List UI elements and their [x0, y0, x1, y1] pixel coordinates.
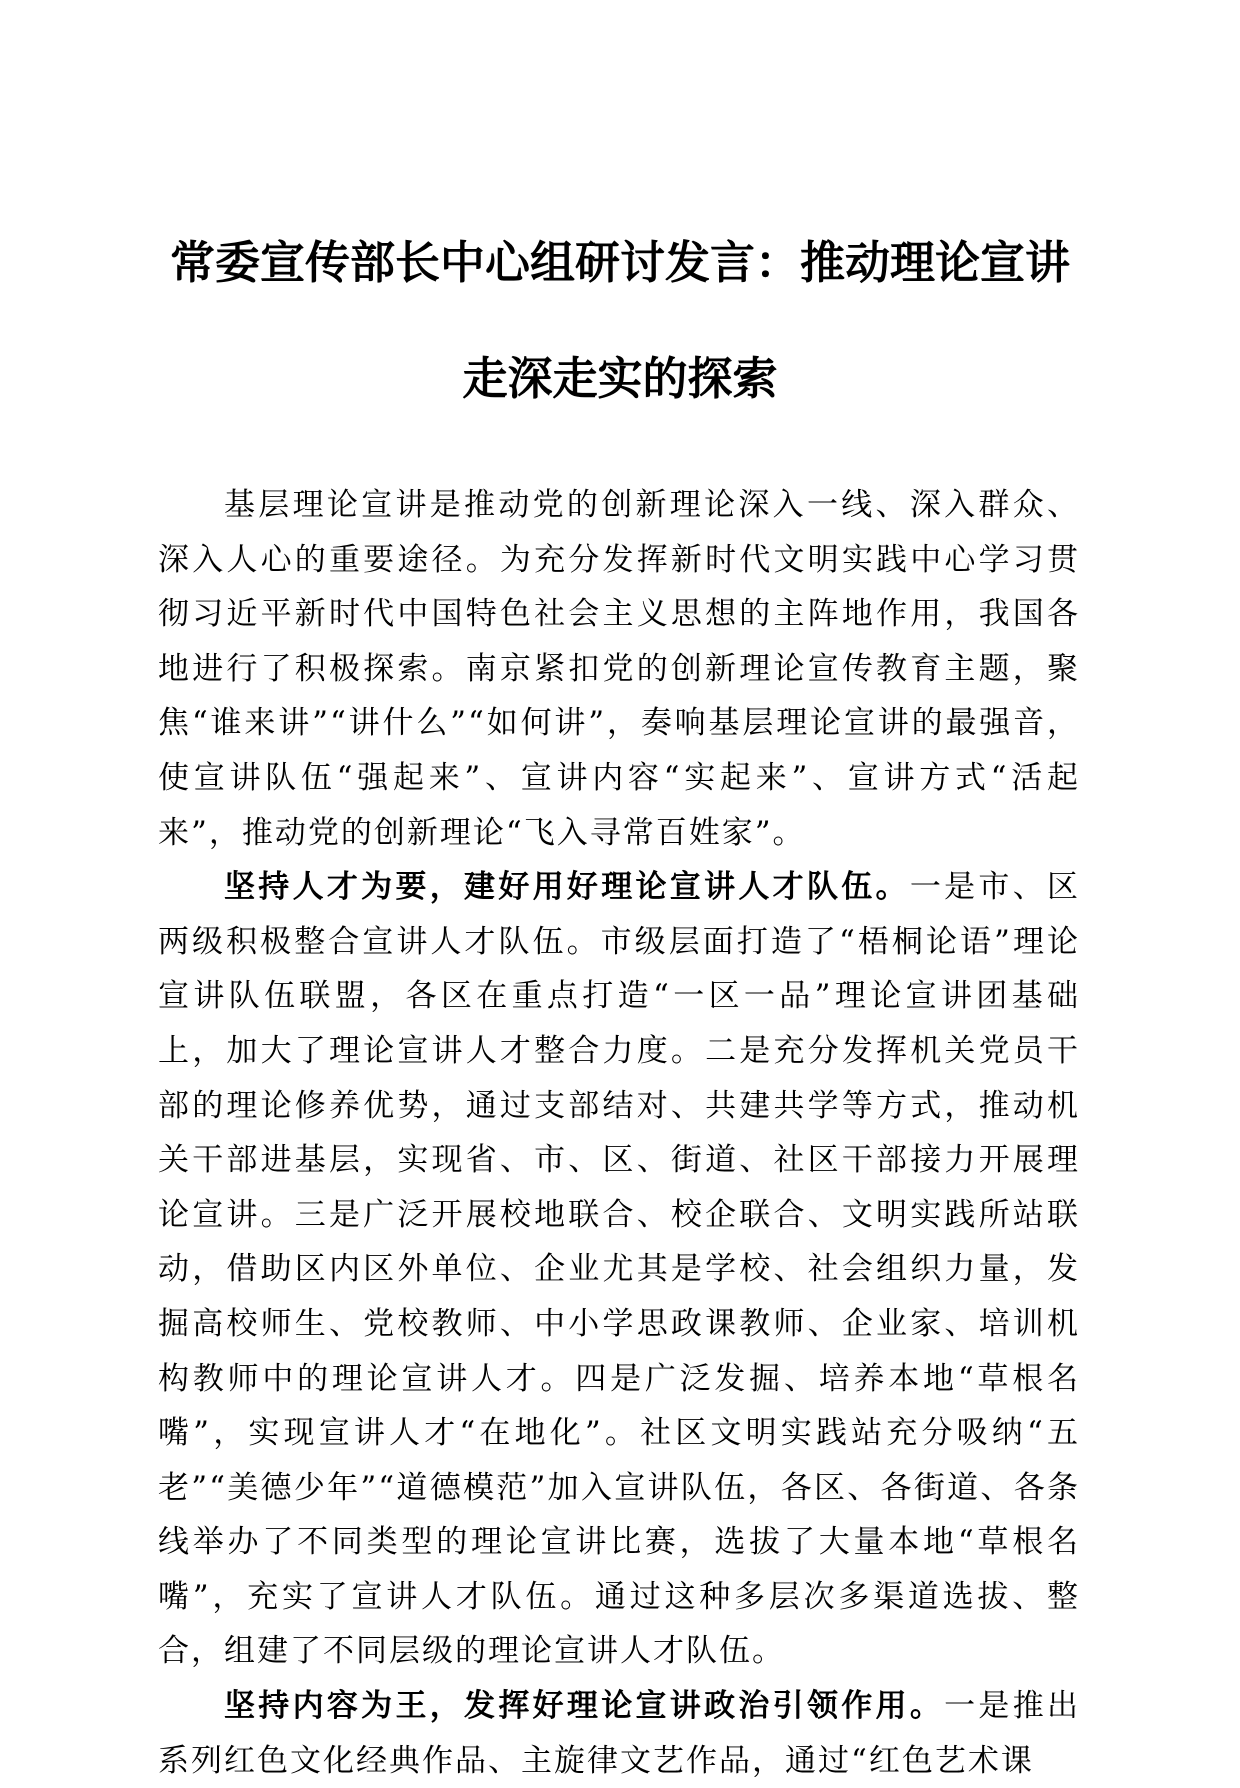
paragraph-content [158, 1679, 1080, 1788]
paragraph-text: 基层理论宣讲是推动党的创新理论深入一线、深入群众、深入人心的重要途径。为充分发挥新时代文明实践中心学习贯彻习近平新时代中国特色社会主义思想的主阵地作用，我国各地进行了积极探索。南京紧扣党的创新理论宣传教育主题，聚焦“谁来讲”“讲什么”“如何讲”，奏响基层理论宣讲的最强音，使宣讲队伍“强起来”、宣讲内容“实起来”、宣讲方式“活起来”，推动党的创新理论“飞入寻常百姓家”。 [158, 487, 1080, 851]
paragraph-lead-heading: 坚持人才为要，建好用好理论宣讲人才队伍。 [224, 869, 910, 906]
document-body [158, 478, 1080, 1788]
paragraph-intro [158, 478, 1080, 860]
document-title-line-2: 走深走实的探索 [462, 352, 778, 405]
paragraph-talent [158, 860, 1080, 1679]
paragraph-text: 一是市、区两级积极整合宣讲人才队伍。市级层面打造了“梧桐论语”理论宣讲队伍联盟，各区在重点打造“一区一品”理论宣讲团基础上，加大了理论宣讲人才整合力度。二是充分发挥机关党员干部的理论修养优势，通过支部结对、共建共学等方式，推动机关干部进基层，实现省、市、区、街道、社区干部接力开展理论宣讲。三是广泛开展校地联合、校企联合、文明实践所站联动，借助区内区外单位、企业尤其是学校、社会组织力量，发掘高校师生、党校教师、中小学思政课教师、企业家、培训机构教师中的理论宣讲人才。四是广泛发掘、培养本地“草根名嘴”，实现宣讲人才“在地化”。社区文明实践站充分吸纳“五老”“美德少年”“道德模范”加入宣讲队伍，各区、各街道、各条线举办了不同类型的理论宣讲比赛，选拔了大量本地“草根名嘴”，充实了宣讲人才队伍。通过这种多层次多渠道选拔、整合，组建了不同层级的理论宣讲人才队伍。 [158, 869, 1081, 1670]
document-title-line-1: 常委宣传部长中心组研讨发言：推动理论宣讲 [169, 236, 1070, 289]
paragraph-lead-heading: 坚持内容为王，发挥好理论宣讲政治引领作用。 [224, 1688, 945, 1725]
paragraph-text: 一是推出系列红色文化经典作品、主旋律文艺作品，通过“红色艺术课 [158, 1688, 1080, 1779]
